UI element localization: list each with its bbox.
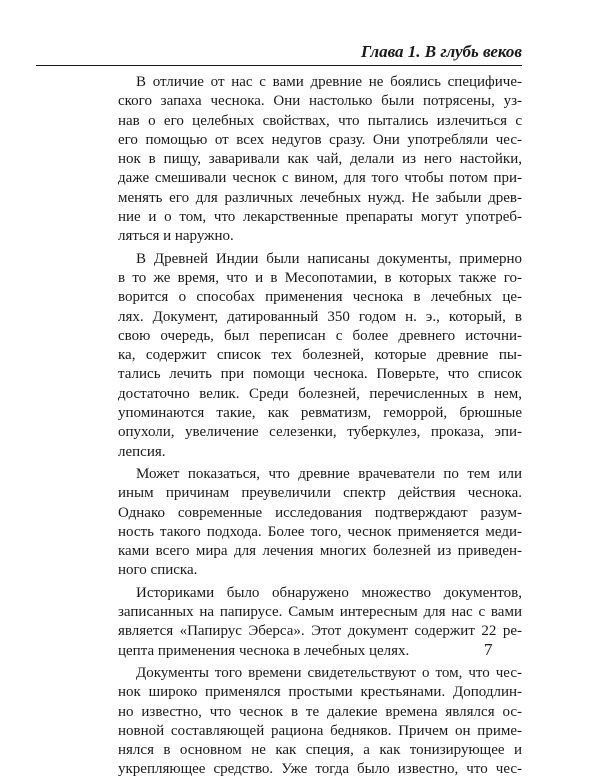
text-line: опухоли, увеличение селезенки, туберкулез, проказа, эпи- bbox=[118, 424, 522, 441]
text-line: В Древней Индии были написаны документы, примерно bbox=[136, 250, 522, 267]
text-line: свою очередь, был переписан с более древнего источни- bbox=[118, 327, 522, 344]
paragraph-5 bbox=[118, 664, 522, 780]
text-line: цепта применения чеснока в лечебных целях. bbox=[118, 642, 410, 659]
text-line: в то же время, что и в Месопотамии, в которых также го- bbox=[118, 269, 522, 286]
paragraph-4 bbox=[118, 584, 522, 661]
text-line: ние и о том, что лекарственные препараты могут употреб- bbox=[118, 209, 522, 226]
paragraph-2 bbox=[118, 250, 522, 462]
text-line: ка, содержит список тех болезней, которые древние пы- bbox=[118, 347, 522, 364]
body-text bbox=[118, 73, 522, 780]
page-number: 7 bbox=[484, 640, 493, 659]
header-rule bbox=[36, 65, 522, 66]
paragraph-3 bbox=[118, 465, 522, 581]
text-line: укрепляющее средство. Уже тогда было известно, что чес- bbox=[118, 761, 522, 778]
text-line: ками всего мира для лечения многих болезней из приведен- bbox=[118, 543, 522, 560]
text-line: ного списка. bbox=[118, 562, 198, 579]
text-line: Документы того времени свидетельствуют о том, что чес- bbox=[136, 664, 522, 681]
text-line: но известно, что чеснок в те далекие времена являлся ос- bbox=[118, 703, 522, 720]
text-line: нав о его целебных свойствах, что пытались излечиться с bbox=[118, 112, 522, 129]
text-line: нок в пищу, заваривали как чай, делали из него настойки, bbox=[118, 151, 522, 168]
text-line: нок широко применялся простыми крестьянами. Доподлин- bbox=[118, 684, 522, 701]
text-line: тались лечить при помощи чеснока. Поверьте, что список bbox=[118, 366, 522, 383]
text-line: ность такого подхода. Более того, чеснок применяется меди- bbox=[118, 523, 522, 540]
text-line: лях. Документ, датированный 350 годом н. э., который, в bbox=[118, 308, 522, 325]
text-line: ляться и наружно. bbox=[118, 228, 234, 245]
running-header: Глава 1. В глубь веков bbox=[360, 42, 522, 61]
text-line: упоминаются такие, как ревматизм, геморрой, брюшные bbox=[118, 405, 522, 422]
paragraph-1 bbox=[118, 73, 522, 247]
text-line: Историками было обнаружено множество документов, bbox=[136, 584, 522, 601]
text-line: новной составляющей рациона бедняков. Причем он приме- bbox=[118, 722, 522, 739]
text-line: нялся в основном не как специя, а как тонизирующее и bbox=[118, 742, 522, 759]
text-line: ского запаха чеснока. Они настолько были потрясены, уз- bbox=[118, 93, 522, 110]
text-line: записанных на папирусе. Самым интересным для нас с вами bbox=[118, 604, 522, 621]
text-line: менять его для различных лечебных нужд. Не забыли древ- bbox=[118, 189, 522, 206]
text-line: является «Папирус Эберса». Этот документ содержит 22 ре- bbox=[118, 623, 522, 640]
text-line: Может показаться, что древние врачеватели по тем или bbox=[136, 465, 522, 482]
text-line: Однако современные исследования подтверждают разум- bbox=[118, 504, 522, 521]
text-line: лепсия. bbox=[118, 443, 166, 460]
text-line: даже смешивали чеснок с вином, для того чтобы потом при- bbox=[118, 170, 522, 187]
text-line: достаточно велик. Среди болезней, перечисленных в нем, bbox=[118, 385, 522, 402]
text-line: иным причинам преувеличили спектр действия чеснока. bbox=[118, 485, 522, 502]
text-line: ворится о способах применения чеснока в лечебных це- bbox=[118, 289, 522, 306]
text-line: его помощью от всех недугов сразу. Они употребляли чес- bbox=[118, 131, 522, 148]
text-line: В отличие от нас с вами древние не боялись специфиче- bbox=[136, 74, 522, 90]
